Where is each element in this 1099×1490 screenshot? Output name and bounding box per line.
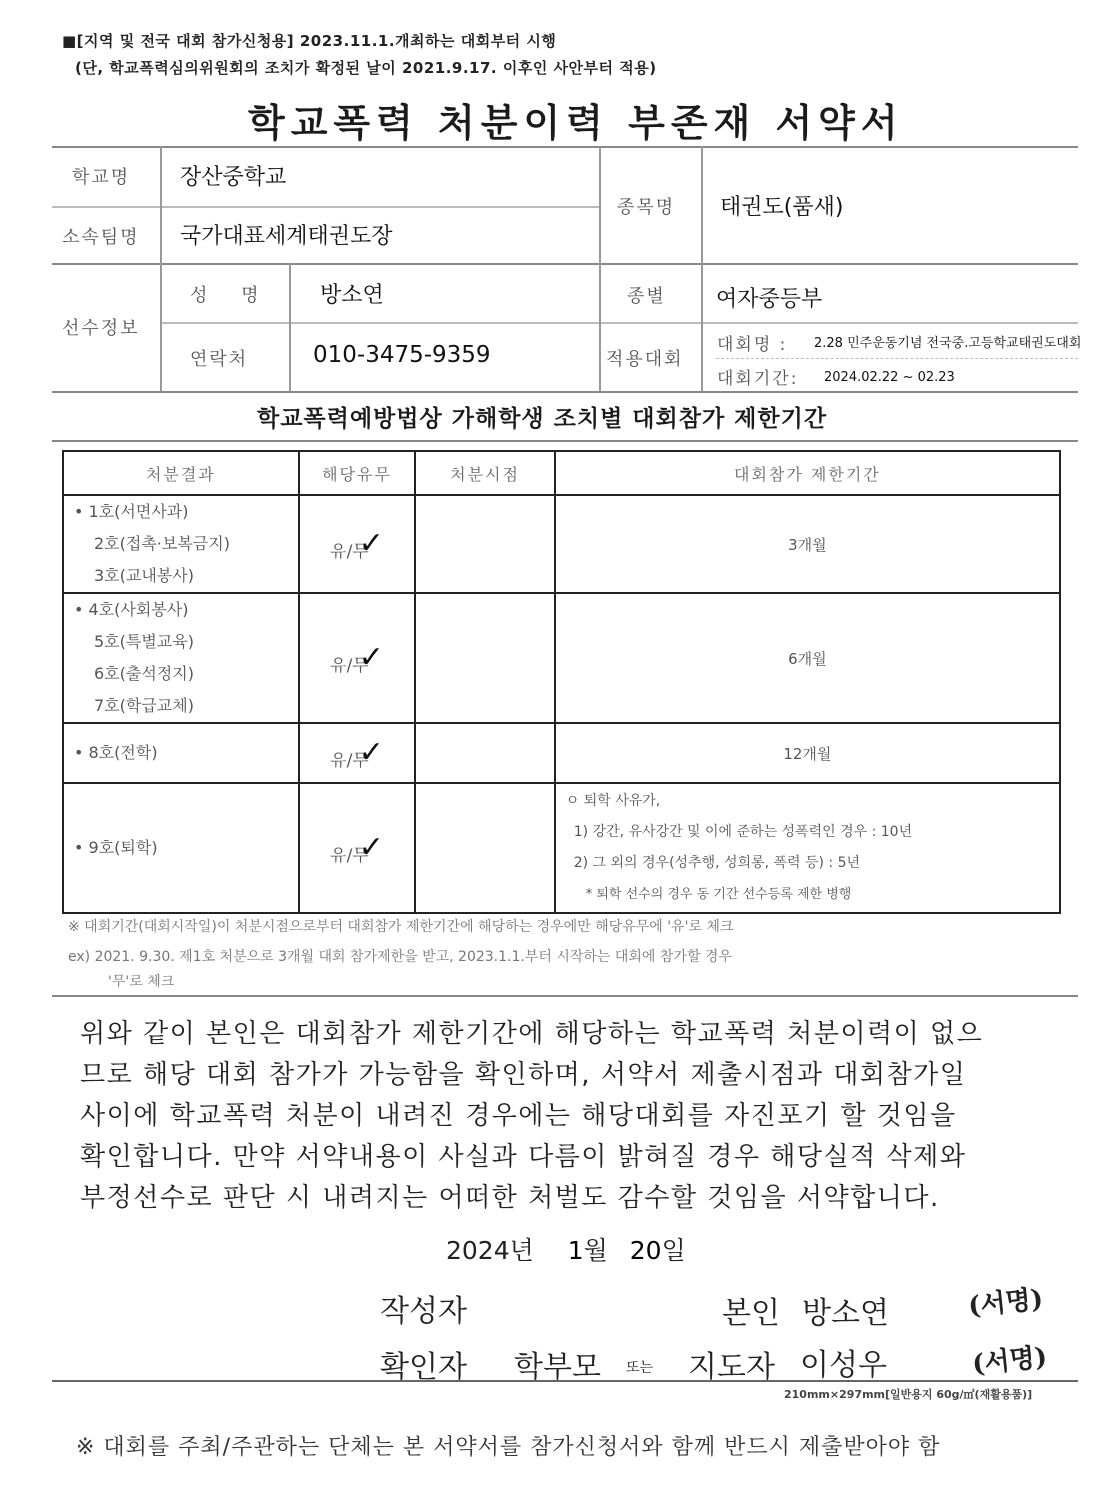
check-mark-icon: ✓ <box>358 526 384 561</box>
restriction-subtitle: 학교폭력예방법상 가해학생 조치별 대회참가 제한기간 <box>257 406 828 432</box>
contact-label: 연락처 <box>190 349 249 370</box>
period-line: ㅇ 퇴학 사유가, <box>565 793 661 809</box>
row2-items <box>63 593 299 723</box>
school-value: 장산중학교 <box>180 165 287 190</box>
header-time: 처분시점 <box>415 451 554 495</box>
row4-period <box>555 783 1060 913</box>
pledge-text <box>80 1014 983 1219</box>
row3-items <box>63 723 299 783</box>
name-label: 성 명 <box>190 285 273 306</box>
competition-period-value: 2024.02.22 ~ 02.23 <box>824 370 955 385</box>
period-line: * 퇴학 선수의 경우 동 기간 선수등록 제한 병행 <box>585 887 852 902</box>
pledge-line: 확인합니다. 만약 서약내용이 사실과 다름이 밝혀질 경우 해당실적 삭제와 <box>80 1142 967 1172</box>
row2-period: 6개월 <box>555 593 1060 723</box>
check-label: 유/무 <box>330 751 369 771</box>
header-period: 대회참가 제한기간 <box>555 451 1060 495</box>
item-text: 7호(학급교체) <box>94 696 194 715</box>
notice-line-2: (단, 학교폭력심의위원회의 조치가 확정된 날이 2021.9.17. 이후인 사안부터 적용) <box>75 59 657 77</box>
period-line: 2) 그 외의 경우(성추행, 성희롱, 폭력 등) : 5년 <box>573 855 861 871</box>
check-label: 유/무 <box>330 542 369 562</box>
item-text: • 8호(전학) <box>74 743 158 762</box>
date-day: 20 <box>629 1236 662 1265</box>
category-label: 종별 <box>627 286 666 307</box>
header-applicable: 해당유무 <box>299 451 416 495</box>
row4-items <box>63 783 299 913</box>
table-row <box>63 495 1060 593</box>
team-label: 소속팀명 <box>62 227 140 248</box>
footnote-3: '무'로 체크 <box>108 974 175 990</box>
row4-check <box>299 783 416 913</box>
pledge-line: 부정선수로 판단 시 내려지는 어떠한 처벌도 감수할 것임을 서약합니다. <box>80 1183 940 1213</box>
date-month: 1 <box>567 1236 584 1265</box>
coach-name: 이성우 <box>800 1348 887 1383</box>
competition-name-label: 대회명 : <box>717 335 788 355</box>
check-mark-icon: ✓ <box>358 735 384 770</box>
competition-name-value: 2.28 민주운동기념 전국중.고등학교태권도대회 <box>814 336 1082 351</box>
row1-period: 3개월 <box>555 495 1060 593</box>
category-value: 여자중등부 <box>716 287 823 312</box>
footnote-2: ex) 2021. 9.30. 제1호 처분으로 3개월 대회 참가제한을 받고, 2023.1.1.부터 시작하는 대회에 참가할 경우 <box>68 949 732 965</box>
item-text: 5호(특별교육) <box>94 632 194 651</box>
table-row <box>63 723 1060 783</box>
paper-spec: 210mm×297mm[일반용지 60g/㎡(재활용품)] <box>784 1388 1033 1401</box>
row3-period: 12개월 <box>555 723 1060 783</box>
item-text: • 1호(서면사과) <box>74 502 189 521</box>
school-label: 학교명 <box>72 167 131 188</box>
confirmer-label: 확인자 <box>380 1350 467 1385</box>
competition-period-label: 대회기간: <box>717 369 799 389</box>
player-info-label: 선수정보 <box>62 318 140 339</box>
or-label: 또는 <box>626 1360 654 1376</box>
check-mark-icon: ✓ <box>358 640 384 675</box>
row1-check <box>299 495 416 593</box>
date-year-unit: 년 <box>509 1236 534 1265</box>
coach-label: 지도자 <box>688 1350 775 1385</box>
item-text: 2호(접촉·보복금지) <box>94 534 230 553</box>
row1-time <box>415 495 554 593</box>
bottom-note: ※ 대회를 주최/주관하는 단체는 본 서약서를 참가신청서와 함께 반드시 제출받아야 함 <box>76 1435 941 1460</box>
item-text: 6호(출석정지) <box>94 664 194 683</box>
self-signature-icon: (서명) <box>966 1284 1045 1322</box>
self-name: 방소연 <box>802 1296 889 1331</box>
coach-signature-icon: (서명) <box>970 1342 1049 1380</box>
row2-check <box>299 593 416 723</box>
notice-line-1: ■[지역 및 전국 대회 참가신청용] 2023.11.1.개최하는 대회부터 시행 <box>62 32 557 50</box>
pledge-line: 사이에 학교폭력 처분이 내려진 경우에는 해당대회를 자진포기 할 것임을 <box>80 1101 957 1131</box>
date-year: 2024 <box>446 1236 510 1265</box>
restriction-table <box>62 450 1061 914</box>
date-month-unit: 월 <box>583 1236 608 1265</box>
period-line: 1) 강간, 유사강간 및 이에 준하는 성폭력인 경우 : 10년 <box>573 824 913 840</box>
row2-time <box>415 593 554 723</box>
self-label: 본인 <box>722 1296 780 1331</box>
table-row <box>63 783 1060 913</box>
row4-time <box>415 783 554 913</box>
pledge-date <box>446 1231 686 1267</box>
row3-time <box>415 723 554 783</box>
header-result: 처분결과 <box>63 451 299 495</box>
pledge-line: 위와 같이 본인은 대회참가 제한기간에 해당하는 학교폭력 처분이력이 없으 <box>80 1019 984 1049</box>
item-text: • 9호(퇴학) <box>74 838 158 857</box>
footnote-1: ※ 대회기간(대회시작일)이 처분시점으로부터 대회참가 제한기간에 해당하는 경우에만 해당유무에 '유'로 체크 <box>68 919 734 935</box>
team-value: 국가대표세계태권도장 <box>180 224 393 249</box>
row3-check <box>299 723 416 783</box>
applied-competition-label: 적용대회 <box>606 349 684 370</box>
check-mark-icon: ✓ <box>358 830 384 865</box>
table-header-row <box>63 451 1060 495</box>
contact-value: 010-3475-9359 <box>313 342 491 368</box>
check-label: 유/무 <box>330 656 369 676</box>
author-label: 작성자 <box>380 1294 467 1329</box>
check-label: 유/무 <box>330 846 369 866</box>
event-value: 태권도(품새) <box>720 195 844 220</box>
document-title: 학교폭력 처분이력 부존재 서약서 <box>248 101 904 145</box>
row1-items <box>63 495 299 593</box>
event-label: 종목명 <box>617 197 676 218</box>
parent-label: 학부모 <box>514 1350 601 1385</box>
date-day-unit: 일 <box>661 1236 686 1265</box>
item-text: • 4호(사회봉사) <box>74 600 189 619</box>
name-value: 방소연 <box>320 283 384 308</box>
table-row <box>63 593 1060 723</box>
item-text: 3호(교내봉사) <box>94 566 194 585</box>
pledge-line: 므로 해당 대회 참가가 가능함을 확인하며, 서약서 제출시점과 대회참가일 <box>80 1060 967 1090</box>
